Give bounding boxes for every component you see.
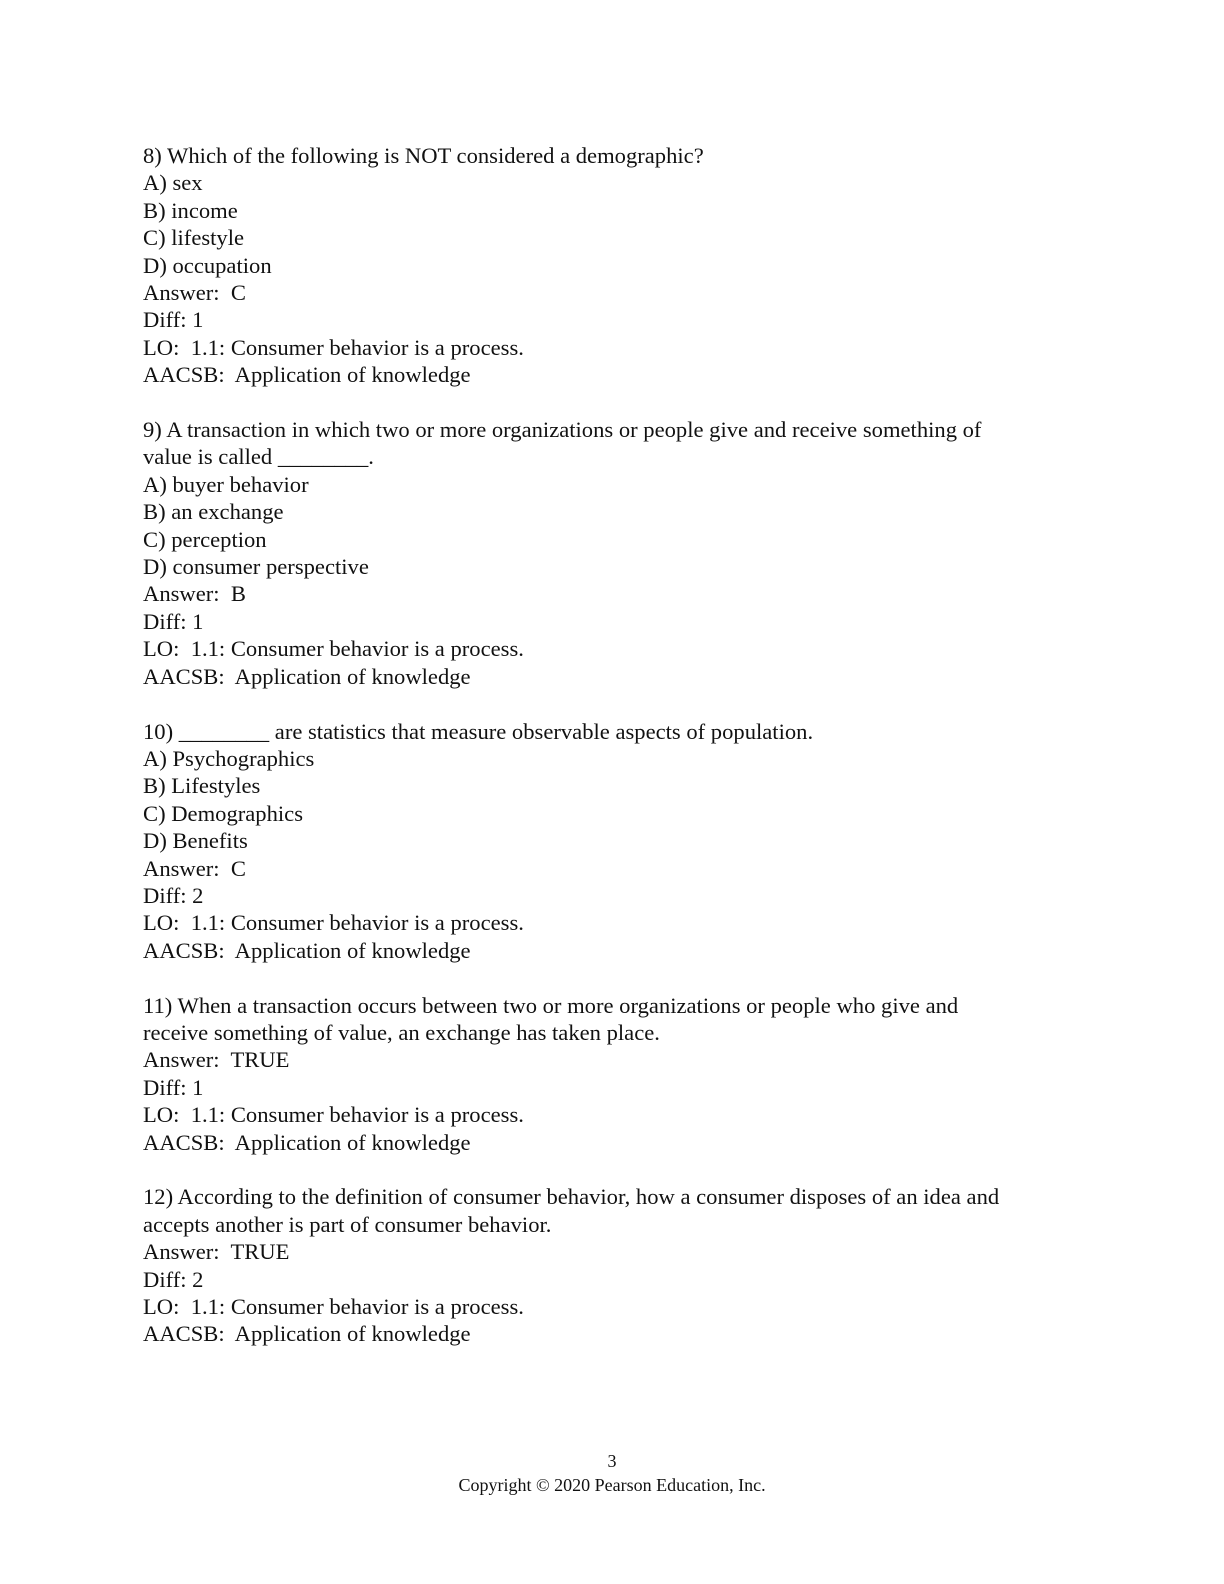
question-stem-continued: value is called ________. [143, 444, 374, 470]
copyright-notice: Copyright © 2020 Pearson Education, Inc. [458, 1475, 766, 1495]
aacsb: AACSB: Application of knowledge [143, 1129, 471, 1155]
question-12 [143, 1183, 1083, 1347]
difficulty: Diff: 2 [143, 882, 204, 908]
aacsb: AACSB: Application of knowledge [143, 362, 471, 388]
difficulty: Diff: 1 [143, 608, 204, 634]
question-11 [143, 992, 1083, 1156]
answer: Answer: C [143, 280, 246, 306]
difficulty: Diff: 1 [143, 1074, 204, 1100]
question-stem: 12) According to the definition of consumer behavior, how a consumer disposes of an idea and [143, 1184, 1000, 1210]
question-stem-continued: receive something of value, an exchange has taken place. [143, 1019, 660, 1045]
option-b: B) an exchange [143, 499, 284, 525]
option-d: D) Benefits [143, 828, 248, 854]
aacsb: AACSB: Application of knowledge [143, 663, 471, 689]
option-a: A) sex [143, 170, 203, 196]
answer: Answer: TRUE [143, 1047, 290, 1073]
question-stem: 9) A transaction in which two or more organizations or people give and receive something of [143, 417, 982, 443]
option-b: B) Lifestyles [143, 773, 261, 799]
option-c: C) perception [143, 526, 267, 552]
aacsb: AACSB: Application of knowledge [143, 1321, 471, 1347]
learning-objective: LO: 1.1: Consumer behavior is a process. [143, 334, 524, 360]
difficulty: Diff: 1 [143, 307, 204, 333]
option-c: C) lifestyle [143, 225, 245, 251]
page-number: 3 [607, 1451, 617, 1471]
option-a: A) Psychographics [143, 745, 315, 771]
learning-objective: LO: 1.1: Consumer behavior is a process. [143, 1294, 524, 1319]
difficulty: Diff: 2 [143, 1266, 204, 1292]
question-10 [143, 718, 1083, 965]
question-8 [143, 142, 1083, 389]
question-9 [143, 416, 1083, 690]
learning-objective: LO: 1.1: Consumer behavior is a process. [143, 636, 524, 662]
question-stem-continued: accepts another is part of consumer behavior. [143, 1211, 552, 1237]
question-stem: 11) When a transaction occurs between two or more organizations or people who give and [143, 992, 959, 1018]
question-stem: 10) ________ are statistics that measure observable aspects of population. [143, 718, 814, 744]
option-c: C) Demographics [143, 800, 303, 826]
option-d: D) occupation [143, 252, 272, 278]
learning-objective: LO: 1.1: Consumer behavior is a process. [143, 910, 524, 936]
question-stem: 8) Which of the following is NOT considered a demographic? [143, 143, 704, 168]
option-a: A) buyer behavior [143, 471, 309, 497]
option-d: D) consumer perspective [143, 554, 369, 580]
option-b: B) income [143, 197, 238, 223]
answer: Answer: TRUE [143, 1239, 290, 1265]
answer: Answer: C [143, 855, 246, 881]
learning-objective: LO: 1.1: Consumer behavior is a process. [143, 1102, 524, 1128]
page-content [143, 142, 1083, 1375]
answer: Answer: B [143, 581, 246, 607]
aacsb: AACSB: Application of knowledge [143, 937, 471, 963]
